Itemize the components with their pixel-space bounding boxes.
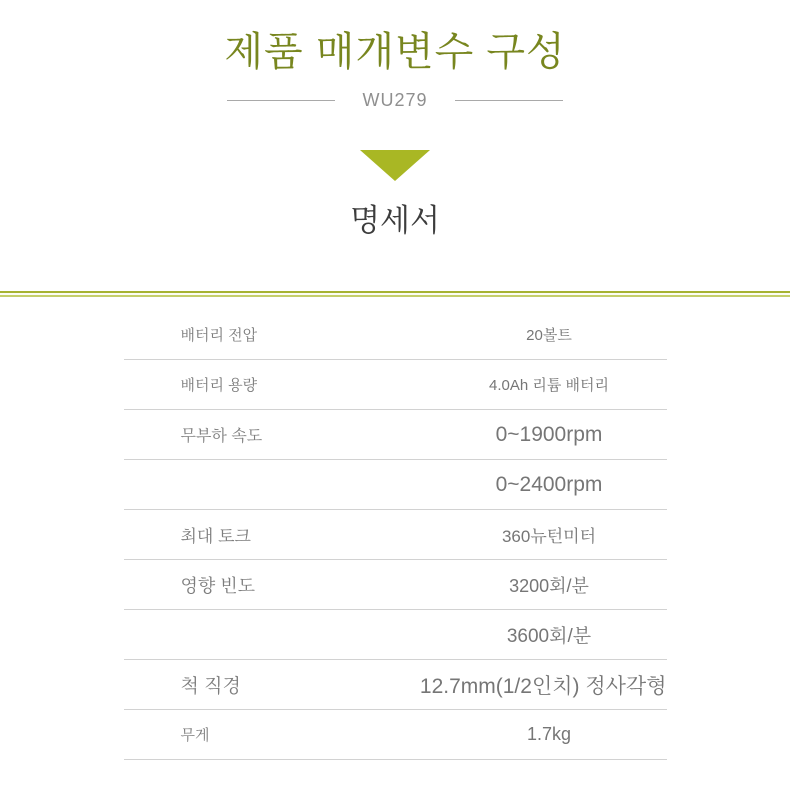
left-divider-line (227, 100, 335, 101)
table-row (124, 710, 667, 760)
spec-value: 0~1900rpm (495, 422, 603, 446)
table-row (124, 460, 667, 510)
spec-label: 최대 토크 (180, 527, 251, 546)
spec-label: 배터리 용량 (180, 377, 258, 394)
spec-label: 영향 빈도 (180, 575, 256, 596)
spec-value: 1.7kg (526, 724, 572, 744)
spec-value: 3200회/분 (509, 575, 589, 596)
table-row (124, 660, 667, 710)
spec-value: 3600회/분 (506, 626, 592, 647)
spec-label: 무게 (180, 727, 210, 744)
table-row (124, 310, 667, 360)
table-row (124, 610, 667, 660)
spec-value: 20볼트 (526, 327, 572, 344)
model-number-row (0, 90, 790, 111)
table-row (124, 560, 667, 610)
table-row (124, 410, 667, 460)
spec-value: 360뉴턴미터 (501, 527, 597, 546)
model-number: WU279 (362, 90, 428, 110)
table-row (124, 510, 667, 560)
spec-label: 배터리 전압 (180, 327, 258, 344)
triangle-container (0, 150, 790, 181)
down-triangle-icon (360, 150, 430, 181)
section-heading: 명세서 (350, 203, 440, 238)
spec-label: 무부하 속도 (180, 428, 263, 445)
table-row (124, 360, 667, 410)
spec-value: 4.0Ah 리튬 배터리 (489, 377, 609, 394)
spec-value: 0~2400rpm (495, 472, 603, 496)
page-title: 제품 매개변수 구성 (224, 30, 566, 74)
right-divider-line (455, 100, 563, 101)
spec-table (124, 310, 667, 760)
olive-double-rule (0, 291, 790, 297)
spec-label: 척 직경 (180, 676, 241, 697)
spec-value: 12.7mm(1/2인치) 정사각형 (419, 674, 667, 698)
